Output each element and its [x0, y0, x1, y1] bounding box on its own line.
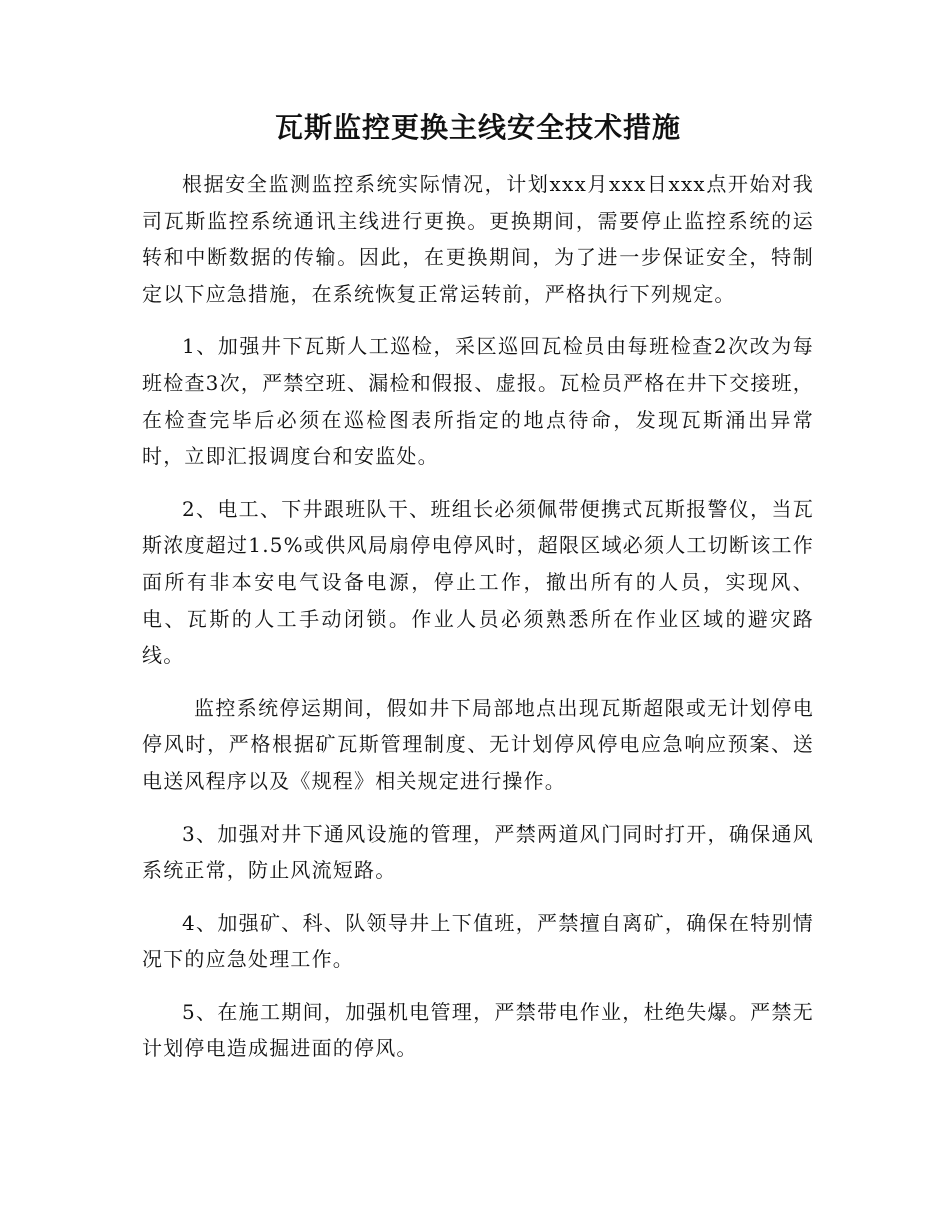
paragraph-item-2: 2、电工、下井跟班队干、班组长必须佩带便携式瓦斯报警仪，当瓦斯浓度超过1.5%或供风局扇停电停风时，超限区域必须人工切断该工作面所有非本安电气设备电源，停止工作，撤出所有的人员，实现风、电、瓦斯的人工手动闭锁。作业人员必须熟悉所在作业区域的避灾路线。 — [142, 496, 814, 668]
paragraph-monitoring-downtime: 监控系统停运期间，假如井下局部地点出现瓦斯超限或无计划停电停风时，严格根据矿瓦斯管理制度、无计划停风停电应急响应预案、送电送风程序以及《规程》相关规定进行操作。 — [142, 695, 814, 793]
paragraph-item-1: 1、加强井下瓦斯人工巡检，采区巡回瓦检员由每班检查2次改为每班检查3次，严禁空班、漏检和假报、虚报。瓦检员严格在井下交接班，在检查完毕后必须在巡检图表所指定的地点待命，发现瓦斯涌出异常时，立即汇报调度台和安监处。 — [142, 334, 814, 469]
paragraph-item-4: 4、加强矿、科、队领导井上下值班，严禁擅自离矿，确保在特别情况下的应急处理工作。 — [142, 910, 814, 972]
document-title: 瓦斯监控更换主线安全技术措施 — [274, 111, 681, 144]
paragraph-item-5: 5、在施工期间，加强机电管理，严禁带电作业，杜绝失爆。严禁无计划停电造成掘进面的停风。 — [142, 999, 814, 1061]
document-page — [142, 108, 814, 1067]
paragraph-intro: 根据安全监测监控系统实际情况，计划xxx月xxx日xxx点开始对我司瓦斯监控系统通讯主线进行更换。更换期间，需要停止监控系统的运转和中断数据的传输。因此，在更换期间，为了进一步保证安全，特制定以下应急措施，在系统恢复正常运转前，严格执行下列规定。 — [142, 172, 814, 306]
paragraph-item-3: 3、加强对井下通风设施的管理，严禁两道风门同时打开，确保通风系统正常，防止风流短路。 — [142, 821, 814, 883]
